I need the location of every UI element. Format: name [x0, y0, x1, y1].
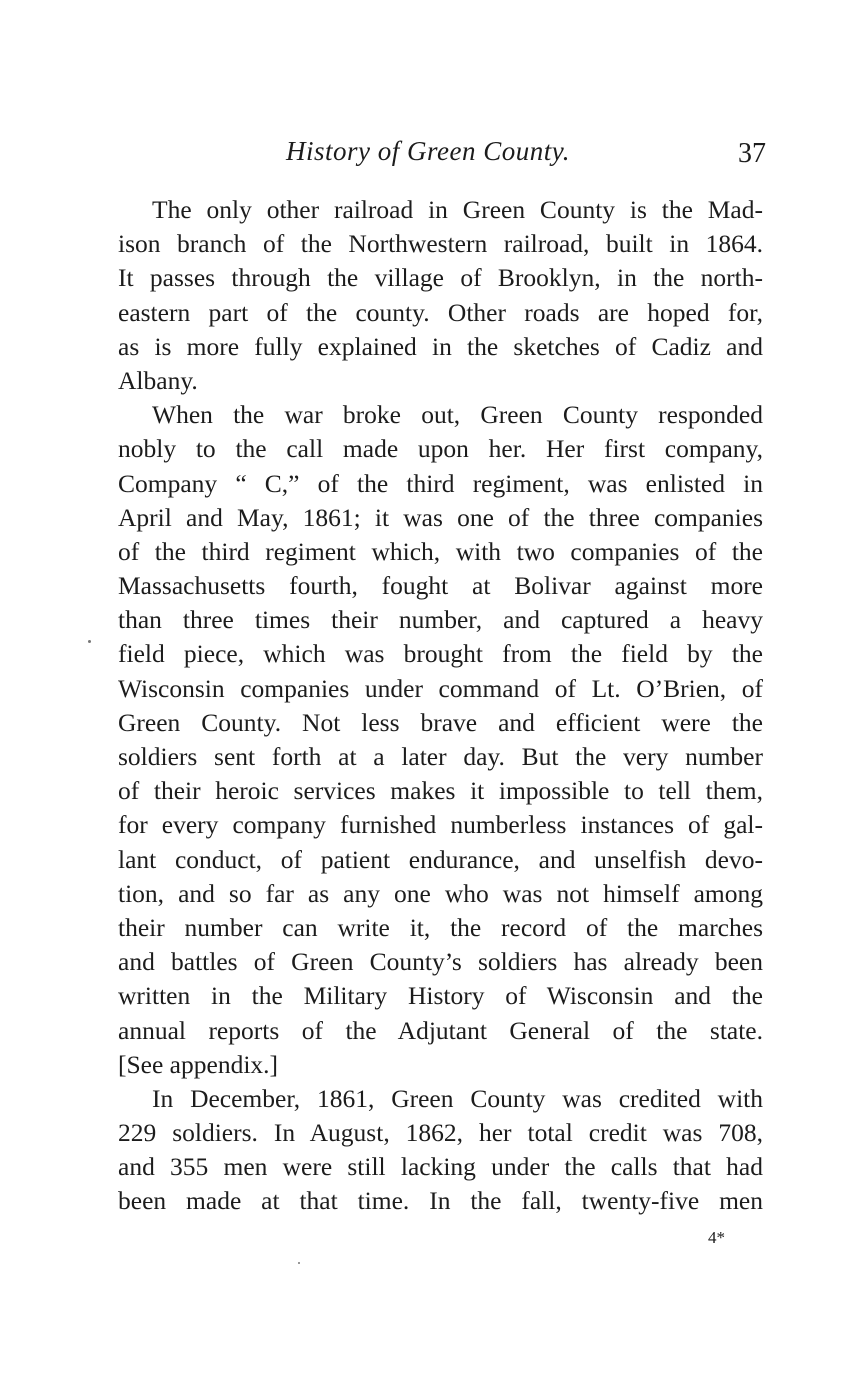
text-line: Company “ C,” of the third regiment, was enlisted in [118, 468, 763, 498]
text-line: 229 soldiers. In August, 1862, her total credit was 708, [118, 1118, 763, 1148]
text-line: been made at that time. In the fall, twenty-five men [118, 1186, 763, 1216]
text-line: than three times their number, and captured a heavy [118, 605, 763, 635]
paper-speck [88, 640, 91, 643]
text-line: In December, 1861, Green County was credited with [152, 1083, 763, 1113]
body-text [118, 193, 763, 1219]
text-line: nobly to the call made upon her. Her first company, [118, 434, 763, 464]
text-line: annual reports of the Adjutant General of the state. [118, 1015, 763, 1045]
paper-speck [298, 1262, 300, 1264]
text-line: tion, and so far as any one who was not himself among [118, 878, 763, 908]
text-line: and battles of Green County’s soldiers has already been [118, 947, 763, 977]
text-line: their number can write it, the record of the marches [118, 912, 763, 942]
text-line: lant conduct, of patient endurance, and unselfish devo- [118, 844, 763, 874]
text-line: Massachusetts fourth, fought at Bolivar against more [118, 571, 763, 601]
text-line: of their heroic services makes it impossible to tell them, [118, 776, 763, 806]
running-head [118, 132, 766, 172]
page-number: 37 [738, 138, 766, 169]
text-line: April and May, 1861; it was one of the three companies [118, 502, 763, 532]
text-line: for every company furnished numberless instances of gal- [118, 810, 763, 840]
text-line: of the third regiment which, with two companies of the [118, 536, 763, 566]
text-line: [See appendix.] [118, 1049, 279, 1079]
text-line: Green County. Not less brave and efficient were the [118, 707, 763, 737]
text-line: eastern part of the county. Other roads are hoped for, [118, 297, 763, 327]
running-title: History of Green County. [286, 136, 570, 166]
text-line: The only other railroad in Green County is the Mad- [152, 195, 763, 224]
text-line: Albany. [118, 365, 198, 395]
text-line: ison branch of the Northwestern railroad, built in 1864. [118, 229, 763, 259]
text-line: written in the Military History of Wisconsin and the [118, 981, 763, 1011]
text-line: soldiers sent forth at a later day. But the very number [118, 742, 763, 771]
text-line: When the war broke out, Green County responded [152, 400, 763, 430]
text-line: Wisconsin companies under command of Lt. O’Brien, of [118, 673, 763, 703]
text-line: It passes through the village of Brooklyn, in the north- [118, 263, 763, 293]
text-line: field piece, which was brought from the field by the [118, 639, 763, 669]
text-line: and 355 men were still lacking under the calls that had [118, 1152, 763, 1182]
text-line: as is more fully explained in the sketches of Cadiz and [118, 331, 763, 361]
signature-mark: 4* [708, 1228, 725, 1247]
